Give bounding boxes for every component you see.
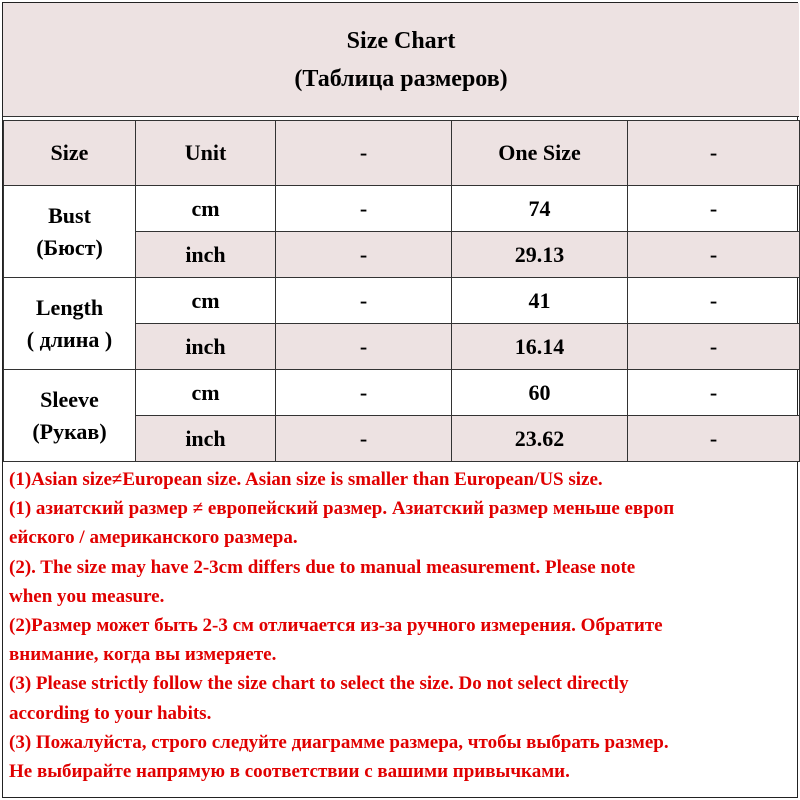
label-english: Bust (48, 202, 91, 228)
row-label-sleeve (4, 370, 136, 462)
header-size: Size (4, 121, 136, 186)
unit-cell: cm (136, 186, 276, 232)
unit-cell: cm (136, 370, 276, 416)
blank-cell: - (276, 232, 452, 278)
table-row (4, 370, 800, 416)
table-row (4, 278, 800, 324)
blank-cell: - (628, 324, 800, 370)
value-cell: 41 (452, 278, 628, 324)
note-line: (3) Please strictly follow the size chart to select the size. Do not select directly (9, 673, 629, 695)
table-header-row (4, 121, 800, 186)
blank-cell: - (276, 186, 452, 232)
title-russian: (Таблица размеров) (294, 66, 508, 92)
title-english: Size Chart (346, 28, 456, 54)
blank-cell: - (276, 324, 452, 370)
notes-block (9, 465, 797, 786)
note-line: when you measure. (9, 585, 165, 607)
value-cell: 16.14 (452, 324, 628, 370)
blank-cell: - (276, 416, 452, 462)
table-row (4, 186, 800, 232)
value-cell: 60 (452, 370, 628, 416)
row-label-bust (4, 186, 136, 278)
label-english: Sleeve (40, 386, 99, 412)
note-line: (1)Asian size≠European size. Asian size is smaller than European/US size. (9, 469, 603, 490)
label-english: Length (35, 294, 104, 320)
unit-cell: cm (136, 278, 276, 324)
blank-cell: - (628, 278, 800, 324)
value-cell: 29.13 (452, 232, 628, 278)
label-russian: (Рукав) (32, 418, 107, 444)
blank-cell: - (628, 186, 800, 232)
blank-cell: - (276, 370, 452, 416)
note-line: (2). The size may have 2-3cm differs due to manual measurement. Please note (9, 556, 636, 578)
note-line: (3) Пожалуйста, строго следуйте диаграмме размера, чтобы выбрать размер. (9, 731, 669, 753)
header-blank-1: - (276, 121, 452, 186)
note-line: (1) азиатский размер ≠ европейский размер. Азиатский размер меньше европ (9, 498, 675, 520)
size-chart-frame (2, 2, 798, 798)
note-line: ейского / американского размера. (9, 527, 298, 549)
note-line: according to your habits. (9, 702, 212, 724)
note-line: внимание, когда вы измеряете. (9, 644, 277, 666)
unit-cell: inch (136, 232, 276, 278)
blank-cell: - (628, 370, 800, 416)
row-label-length (4, 278, 136, 370)
label-russian: ( длина ) (26, 326, 113, 352)
value-cell: 23.62 (452, 416, 628, 462)
unit-cell: inch (136, 416, 276, 462)
blank-cell: - (628, 416, 800, 462)
note-line: (2)Размер может быть 2-3 см отличается из-за ручного измерения. Обратите (9, 615, 663, 637)
blank-cell: - (276, 278, 452, 324)
header-unit: Unit (136, 121, 276, 186)
label-russian: (Бюст) (36, 234, 103, 260)
size-table (3, 120, 800, 462)
blank-cell: - (628, 232, 800, 278)
value-cell: 74 (452, 186, 628, 232)
unit-cell: inch (136, 324, 276, 370)
title-box (3, 3, 799, 117)
header-one-size: One Size (452, 121, 628, 186)
header-blank-2: - (628, 121, 800, 186)
note-line: Не выбирайте напрямую в соответствии с вашими привычками. (9, 761, 570, 783)
